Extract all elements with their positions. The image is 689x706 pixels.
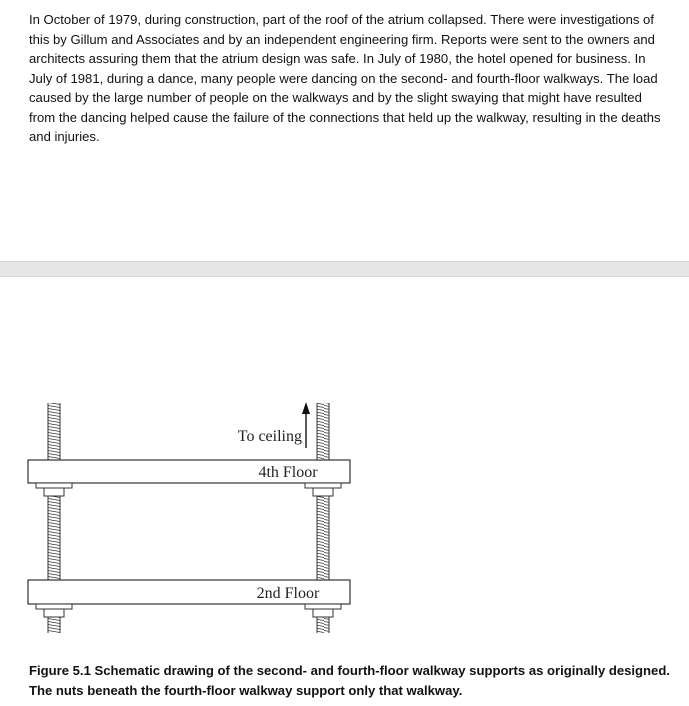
fourth-floor-nuts (36, 483, 341, 496)
figure-caption: Figure 5.1 Schematic drawing of the second- and fourth-floor walkway supports as originally designed. The nuts beneath the fourth-floor walkway support only that walkway. (29, 663, 670, 698)
body-paragraph: In October of 1979, during construction, part of the roof of the atrium collapsed. There were investigations of this by Gillum and Associates and by an independent engineering firm. Reports were sent to the owners and architects assuring them that the atrium design was safe. In July of 1980, the hotel opened for business. In July of 1981, during a dance, many people were dancing on the second- and fourth-floor walkways. The load caused by the large number of people on the walkways and by the slight swaying that might have resulted from the dancing helped cause the failure of the connections that held up the walkway, resulting in the deaths and injuries. (29, 12, 661, 144)
label-2nd-floor: 2nd Floor (256, 585, 320, 602)
page-break (0, 261, 689, 277)
walkway-schematic (0, 390, 689, 660)
label-4th-floor: 4th Floor (258, 464, 318, 481)
ceiling-arrow (302, 402, 310, 448)
second-floor-nuts (36, 604, 341, 617)
label-to-ceiling: To ceiling (237, 428, 302, 445)
